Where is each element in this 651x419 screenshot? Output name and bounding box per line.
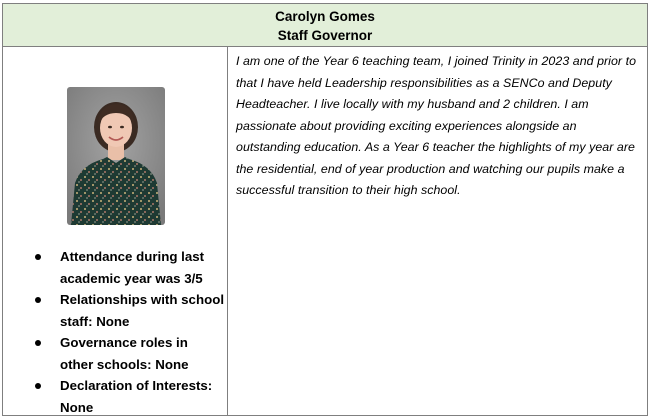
governor-name: Carolyn Gomes [275, 9, 375, 24]
detail-relationships: Relationships with school staff: None [60, 292, 225, 329]
bullet-icon [35, 297, 41, 303]
profile-header [3, 4, 647, 47]
profile-left-column [3, 47, 228, 415]
governor-bio: I am one of the Year 6 teaching team, I joined Trinity in 2023 and prior to that I have held Leadership responsibilities as a SENCo and Deputy Headteacher. I live locally with my husband and 2 children. I am passionate about providing exciting experiences alongside an outstanding education. As a Year 6 teacher the highlights of my year are the residential, end of year production and watching our pupils make a successful transition to their high school. [236, 54, 637, 197]
governor-role: Staff Governor [277, 28, 373, 43]
detail-attendance: Attendance during last academic year was 3/5 [60, 249, 205, 286]
governor-photo [67, 87, 165, 225]
list-item [3, 289, 228, 332]
list-item [3, 246, 228, 289]
list-item [3, 332, 228, 375]
bullet-icon [35, 254, 41, 260]
bullet-icon [35, 383, 41, 389]
governor-details-list [3, 246, 228, 418]
detail-governance-roles: Governance roles in other schools: None [60, 335, 189, 372]
detail-declaration: Declaration of Interests: None [60, 378, 213, 415]
bullet-icon [35, 340, 41, 346]
list-item [3, 375, 228, 418]
profile-right-column [228, 47, 647, 415]
governor-profile-card [2, 3, 648, 416]
